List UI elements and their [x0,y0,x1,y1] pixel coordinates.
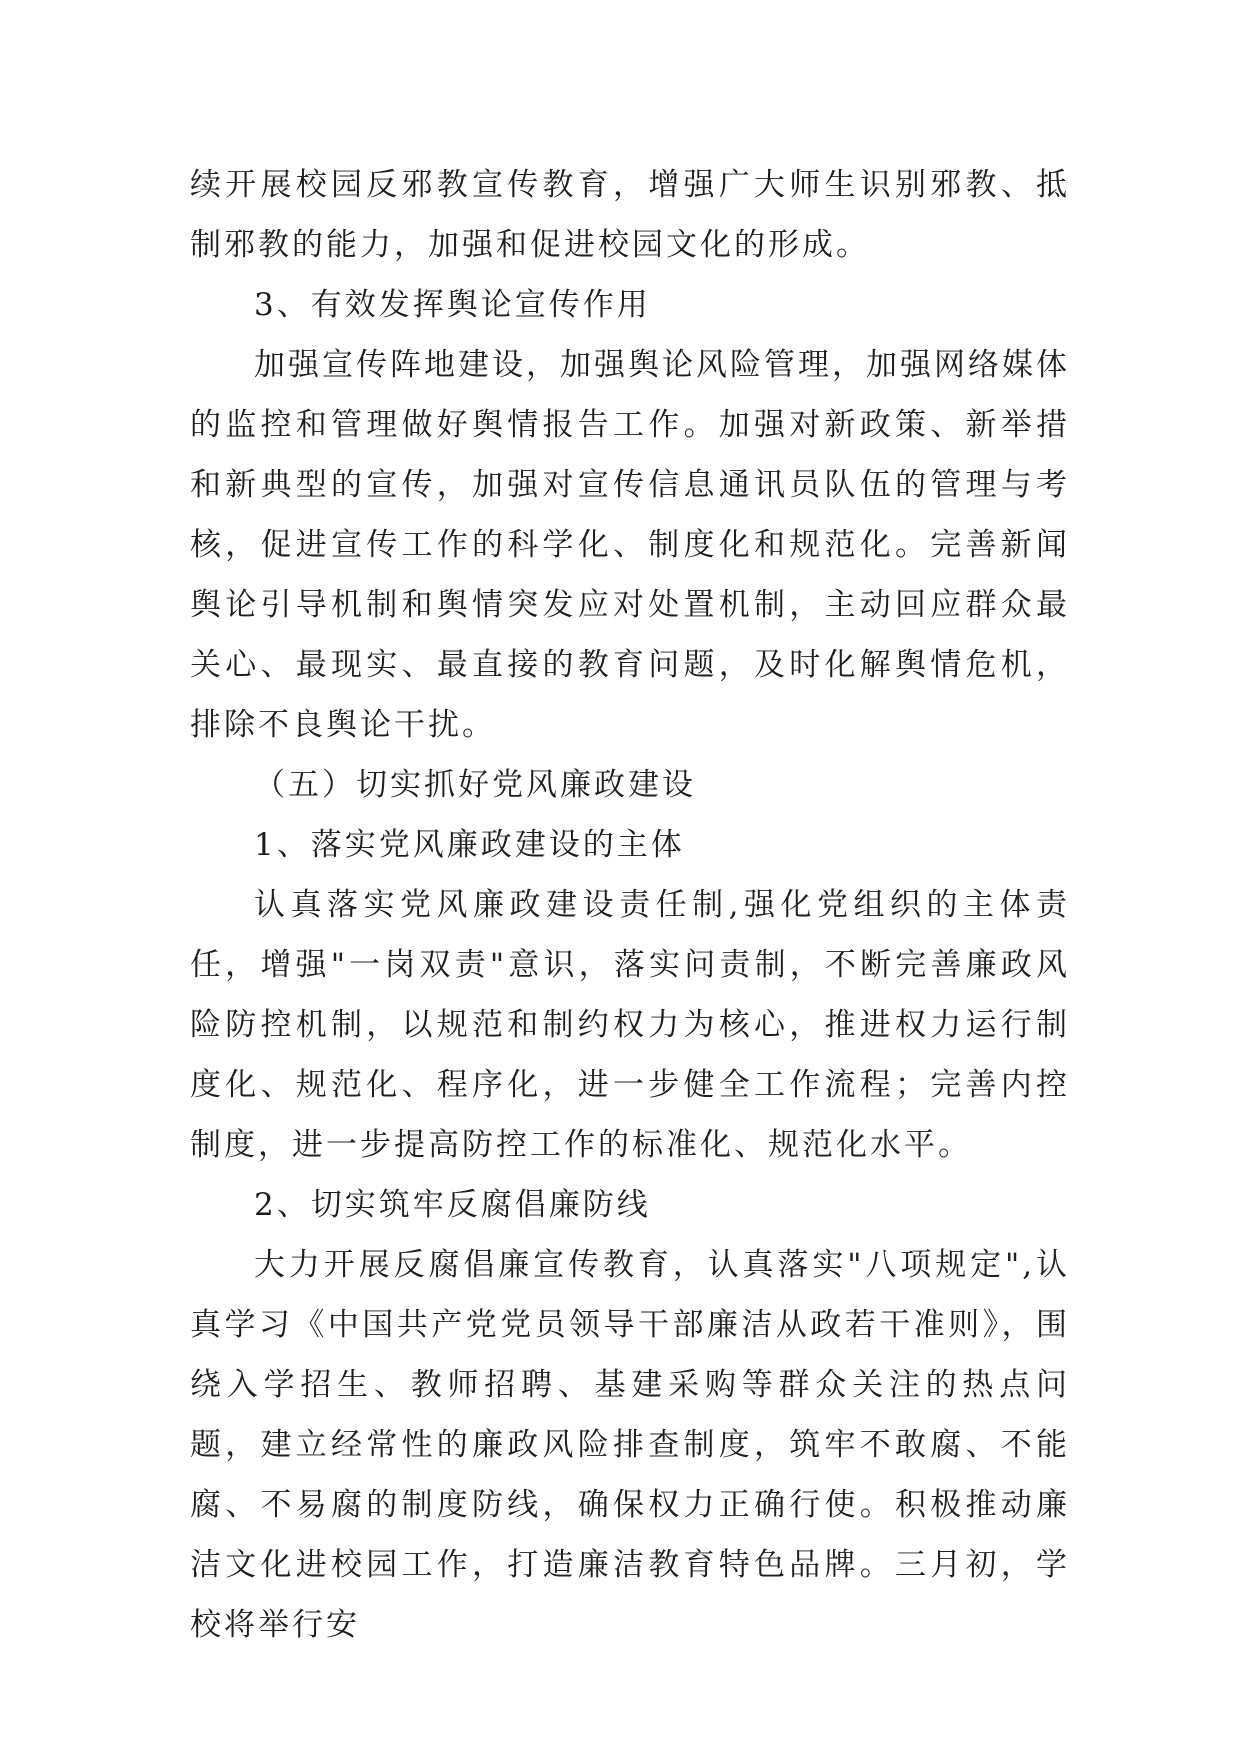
paragraph-integrity-responsibility: 认真落实党风廉政建设责任制,强化党组织的主体责任，增强"一岗双责"意识，落实问责制，不断完善廉政风险防控机制，以规范和制约权力为核心，推进权力运行制度化、规范化、程序化，进一步健全工作流程；完善内控制度，进一步提高防控工作的标准化、规范化水平。 [190,887,1070,1163]
document-body [190,155,1070,1655]
paragraph-anti-corruption: 大力开展反腐倡廉宣传教育，认真落实"八项规定",认真学习《中国共产党党员领导干部廉洁从政若干准则》，围绕入学招生、教师招聘、基建采购等群众关注的热点问题，建立经常性的廉政风险排查制度，筑牢不敢腐、不能腐、不易腐的制度防线，确保权力正确行使。积极推动廉洁文化进校园工作，打造廉洁教育特色品牌。三月初，学校将举行安 [190,1247,1070,1643]
section-heading-party-integrity: （五）切实抓好党风廉政建设 [254,767,696,803]
subheading-public-opinion: 3、有效发挥舆论宣传作用 [254,287,651,323]
paragraph-public-opinion: 加强宣传阵地建设，加强舆论风险管理，加强网络媒体的监控和管理做好舆情报告工作。加强对新政策、新举措和新典型的宣传，加强对宣传信息通讯员队伍的管理与考核，促进宣传工作的科学化、制度化和规范化。完善新闻舆论引导机制和舆情突发应对处置机制，主动回应群众最关心、最现实、最直接的教育问题，及时化解舆情危机，排除不良舆论干扰。 [190,347,1070,743]
paragraph-continuation: 续开展校园反邪教宣传教育，增强广大师生识别邪教、抵制邪教的能力，加强和促进校园文化的形成。 [190,167,1070,263]
subheading-anti-corruption: 2、切实筑牢反腐倡廉防线 [254,1187,651,1223]
subheading-integrity-responsibility: 1、落实党风廉政建设的主体 [254,827,685,863]
